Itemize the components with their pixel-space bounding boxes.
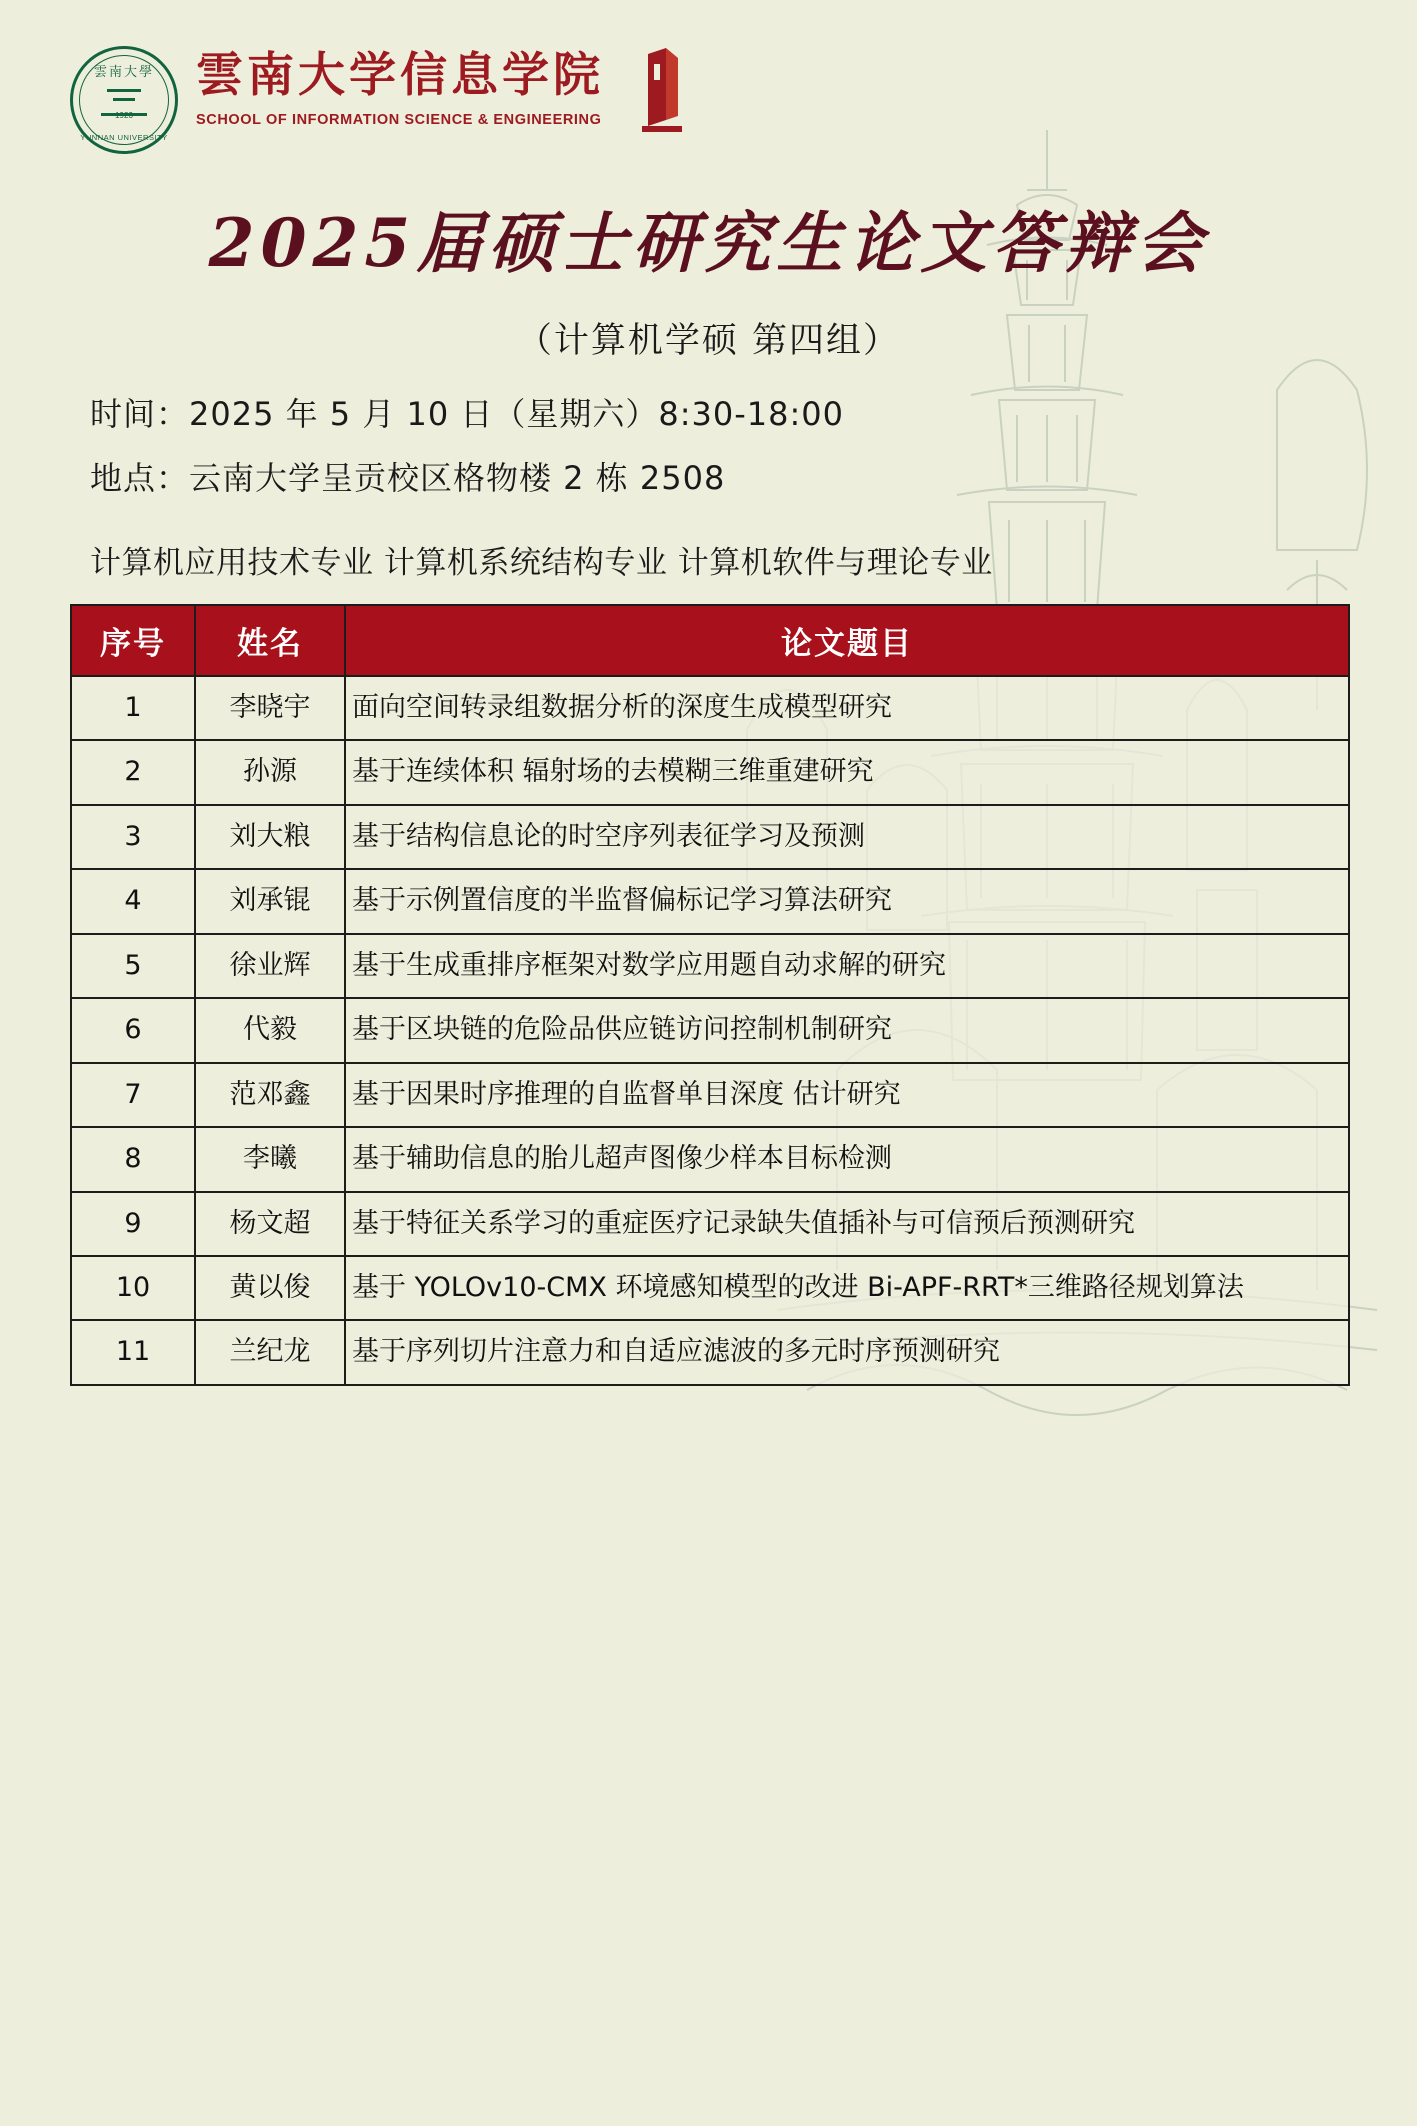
logo-english-name: SCHOOL OF INFORMATION SCIENCE & ENGINEERING [196,111,602,128]
cell-name: 杨文超 [195,1192,345,1256]
cell-title: 基于连续体积 辐射场的去模糊三维重建研究 [345,740,1349,804]
cell-title: 基于 YOLOv10-CMX 环境感知模型的改进 Bi-APF-RRT*三维路径规划算法 [345,1256,1349,1320]
cell-title: 基于生成重排序框架对数学应用题自动求解的研究 [345,934,1349,998]
cell-title: 基于示例置信度的半监督偏标记学习算法研究 [345,869,1349,933]
table-row [71,676,1349,740]
table-row [71,1127,1349,1191]
cell-no: 8 [71,1127,195,1191]
cell-no: 1 [71,676,195,740]
table-row [71,805,1349,869]
seal-top-text: 雲南大學 [93,65,154,80]
cell-name: 李曦 [195,1127,345,1191]
table-row [71,998,1349,1062]
logo-chinese-name: 雲南大学信息学院 [196,48,604,103]
cell-title: 基于特征关系学习的重症医疗记录缺失值插补与可信预后预测研究 [345,1192,1349,1256]
place-line: 地点：云南大学呈贡校区格物楼 2 栋 2508 [90,459,726,497]
column-header-title: 论文题目 [345,605,1349,676]
table-header-row [71,605,1349,676]
cell-no: 7 [71,1063,195,1127]
time-line: 时间：2025 年 5 月 10 日（星期六）8:30-18:00 [90,395,845,433]
seal-year-text: 1923 [115,111,133,120]
cell-title: 基于区块链的危险品供应链访问控制机制研究 [345,998,1349,1062]
cell-name: 黄以俊 [195,1256,345,1320]
column-header-no: 序号 [71,605,195,676]
majors-line: 计算机应用技术专业 计算机系统结构专业 计算机软件与理论专业 [90,545,993,581]
cell-no: 9 [71,1192,195,1256]
page-title: 2025届硕士研究生论文答辩会 [208,204,1209,282]
logo-text-block [196,46,604,128]
table-row [71,740,1349,804]
cell-name: 代毅 [195,998,345,1062]
cell-title: 基于序列切片注意力和自适应滤波的多元时序预测研究 [345,1320,1349,1384]
table-row [71,1192,1349,1256]
cell-no: 5 [71,934,195,998]
cell-no: 4 [71,869,195,933]
cell-name: 李晓宇 [195,676,345,740]
cell-name: 兰纪龙 [195,1320,345,1384]
cell-title: 基于因果时序推理的自监督单目深度 估计研究 [345,1063,1349,1127]
school-logo-header [70,46,1347,164]
table-row [71,1256,1349,1320]
cell-title: 面向空间转录组数据分析的深度生成模型研究 [345,676,1349,740]
table-row [71,934,1349,998]
cell-no: 6 [71,998,195,1062]
cell-title: 基于辅助信息的胎儿超声图像少样本目标检测 [345,1127,1349,1191]
logo-tower-mark-icon [628,46,686,138]
cell-no: 11 [71,1320,195,1384]
column-header-name: 姓名 [195,605,345,676]
group-subtitle: （计算机学硕 第四组） [516,321,901,361]
yunnan-university-seal-icon [70,46,178,154]
cell-name: 刘承锟 [195,869,345,933]
cell-no: 3 [71,805,195,869]
table-row [71,1063,1349,1127]
cell-name: 刘大粮 [195,805,345,869]
table-row [71,869,1349,933]
cell-title: 基于结构信息论的时空序列表征学习及预测 [345,805,1349,869]
table-row [71,1320,1349,1384]
cell-name: 孙源 [195,740,345,804]
cell-name: 范邓鑫 [195,1063,345,1127]
seal-bottom-text: YUNNAN UNIVERSITY [80,133,168,142]
cell-no: 10 [71,1256,195,1320]
cell-name: 徐业辉 [195,934,345,998]
cell-no: 2 [71,740,195,804]
defense-schedule-table [70,604,1350,1386]
